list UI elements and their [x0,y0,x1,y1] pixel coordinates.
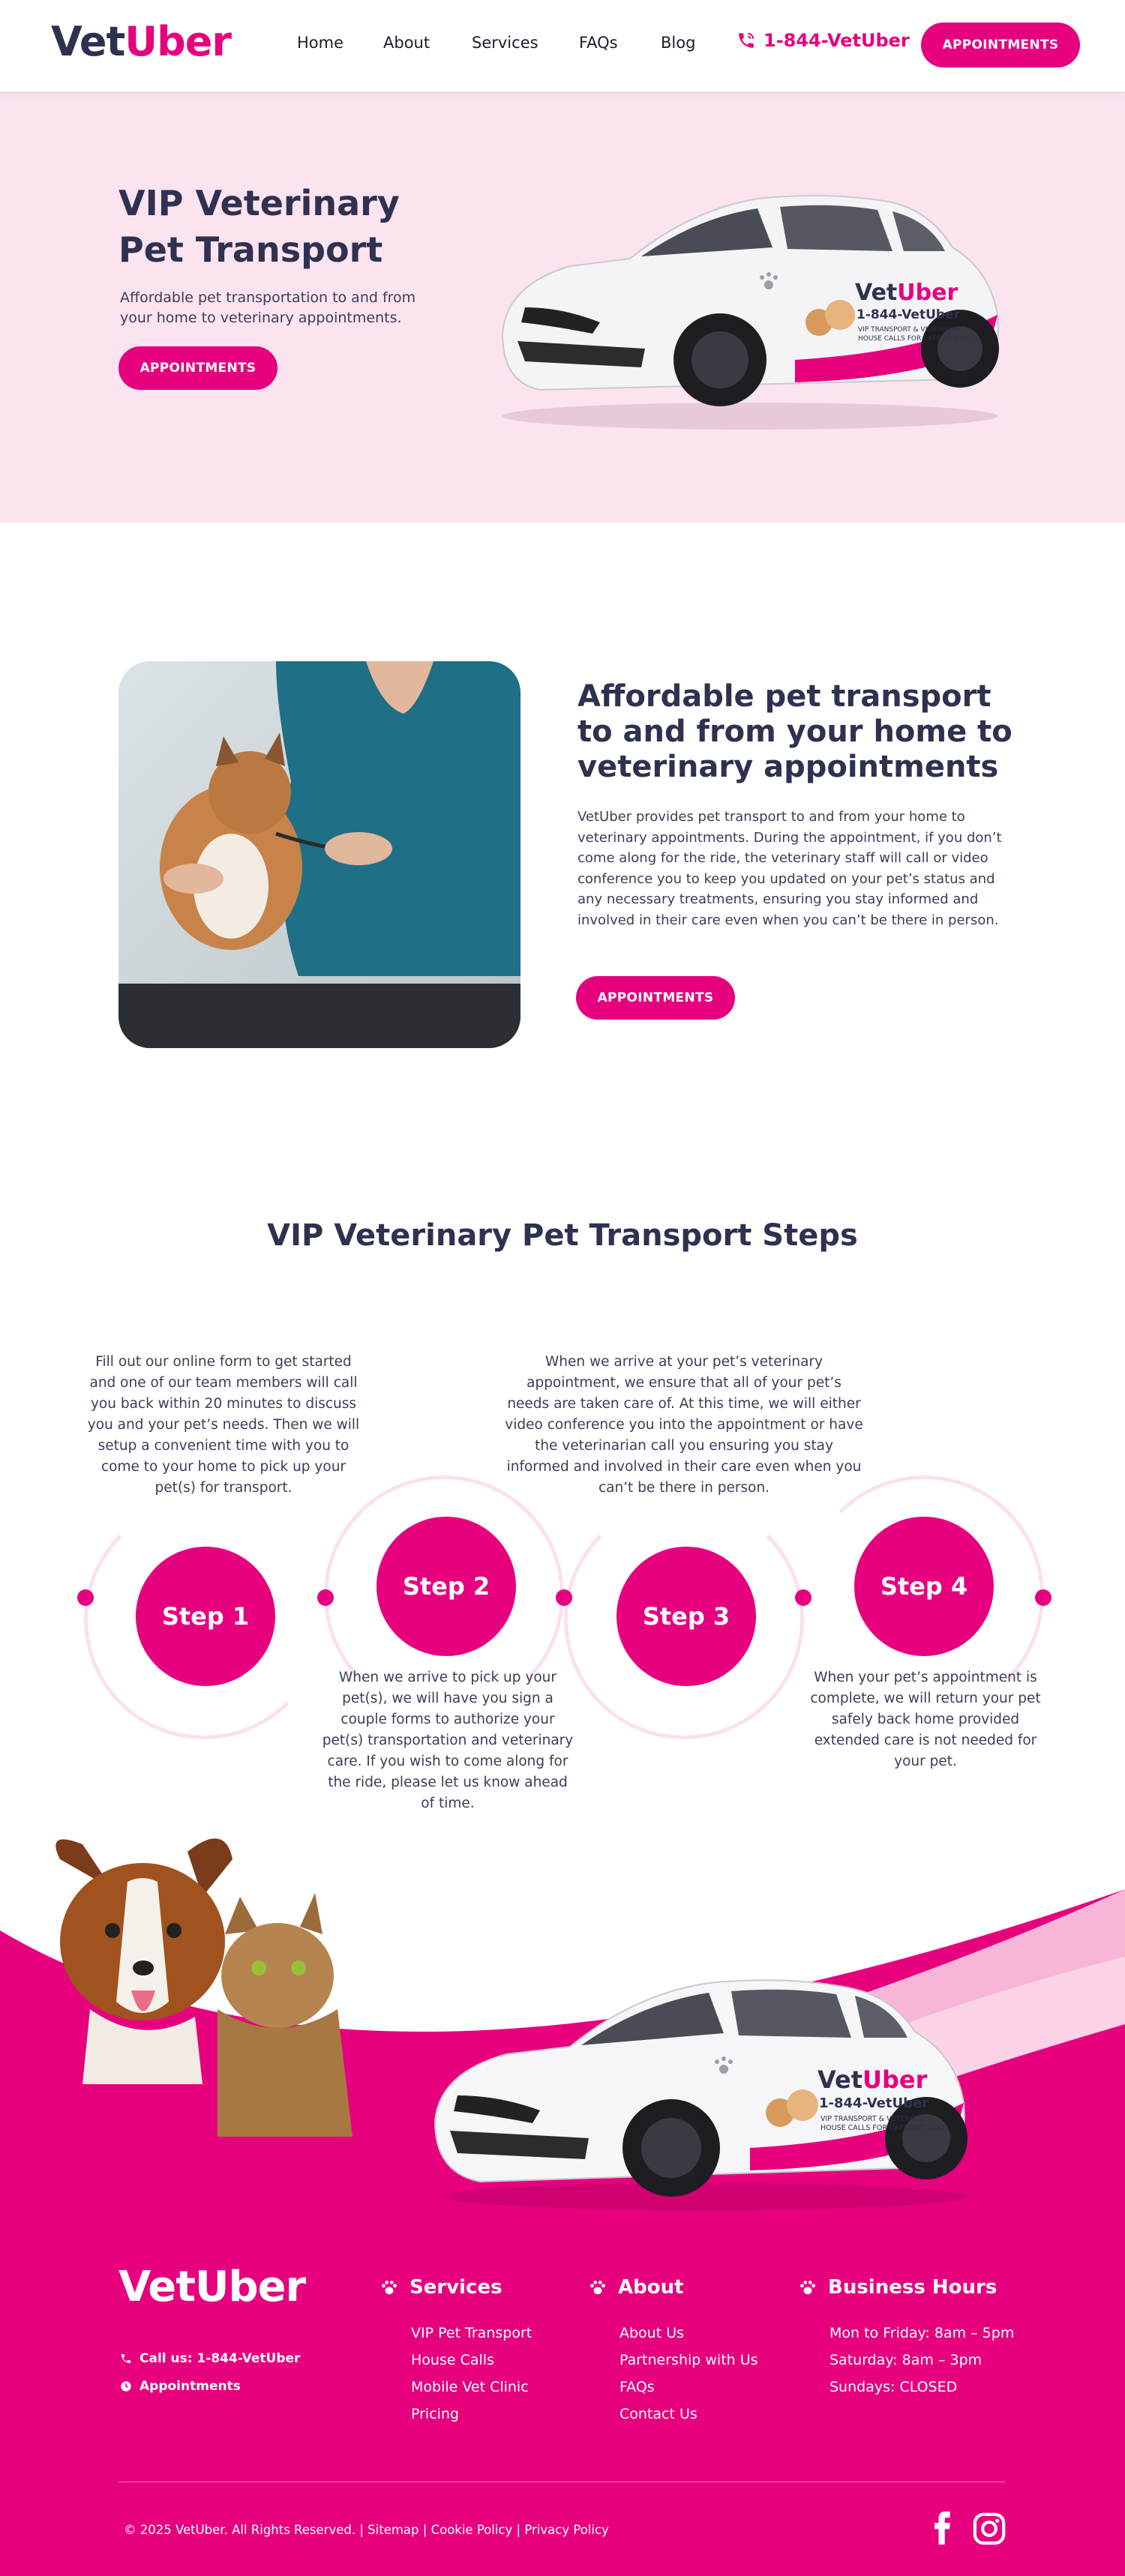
footer-hours-title: Business Hours [828,2276,998,2299]
logo-text-vet: Vet [51,18,125,65]
step-3-circle: Step 3 [616,1547,756,1686]
footer-hours-column [830,2276,1014,2401]
step-4-text: When your pet’s appointment is complete, we will return your pet safely back home provided extended care is not needed for your pet. [810,1670,1041,1769]
footer-about-heading [588,2276,758,2299]
hours-weekdays: Mon to Friday: 8am – 5pm [830,2325,1015,2341]
hours-saturday: Saturday: 8am – 3pm [830,2352,982,2368]
footer-link-vip-pet-transport[interactable]: VIP Pet Transport [411,2325,532,2341]
footer-link-faqs[interactable]: FAQs [620,2379,655,2395]
main-nav [297,34,706,52]
header-phone-link[interactable] [736,30,910,51]
nav-services[interactable]: Services [472,34,538,52]
footer-about-column [620,2276,758,2428]
footer-appointments-text: Appointments [140,2379,241,2394]
site-header [0,0,1125,91]
footer-services-title: Services [410,2276,502,2299]
footer-link-pricing[interactable]: Pricing [411,2406,460,2422]
car-decal-brand: VetUber [855,280,958,306]
paw-icon [588,2278,608,2297]
footer-link-about-us[interactable]: About Us [620,2325,685,2341]
phone-icon [120,2353,132,2365]
step-2-text: When we arrive to pick up your pet(s), we will have you sign a couple forms to authorize your pet(s) transportation and veterinary care. If you wish to come along for the ride, please let us know ahead of time. [322,1670,574,1811]
instagram-icon[interactable] [972,2512,1006,2546]
nav-home[interactable]: Home [297,34,344,52]
car-decal-phone: 1-844-VetUber [819,2095,929,2111]
phone-icon [736,31,756,50]
step-dot [77,1589,94,1606]
footer-link-house-calls[interactable]: House Calls [411,2352,494,2368]
hours-sunday: Sundays: CLOSED [830,2379,958,2395]
logo-text-uber: Uber [124,18,232,65]
car-decal-brand: VetUber [818,2065,928,2094]
hero-appointments-button[interactable]: APPOINTMENTS [118,346,278,390]
vet-with-cat-photo [118,661,520,1048]
step-1-circle: Step 1 [136,1547,275,1686]
footer-logo[interactable]: VetUber [118,2263,306,2311]
footer-link-sitemap[interactable]: Sitemap [368,2523,419,2537]
step-dot [556,1589,572,1606]
footer-appointments-link[interactable] [120,2379,241,2394]
step-dot [317,1589,334,1606]
car-decal-tagline-2: HOUSE CALLS FOR CATS AND DOGS [858,335,980,343]
footer-link-partnership[interactable]: Partnership with Us [620,2352,758,2368]
nav-faqs[interactable]: FAQs [579,34,618,52]
hero-section [0,91,1125,523]
about-title: Affordable pet transport to and from your home to veterinary appointments [578,679,1012,784]
footer-link-privacy-policy[interactable]: Privacy Policy [524,2523,609,2537]
hero-title: VIP Veterinary Pet Transport [118,183,400,270]
footer-services-heading [380,2276,532,2299]
footer-hours-heading [798,2276,1014,2299]
hero-subtitle: Affordable pet transportation to and from your home to veterinary appointments. [120,289,416,326]
vetuber-car-image [472,165,1028,439]
facebook-icon[interactable] [930,2512,956,2545]
footer-link-cookie-policy[interactable]: Cookie Policy [430,2523,513,2537]
paw-icon [798,2278,818,2297]
step-dot [795,1589,812,1606]
footer-about-title: About [618,2276,684,2299]
header-phone-number: 1-844-VetUber [764,30,910,51]
logo[interactable] [51,18,231,65]
footer-services-column [411,2276,532,2428]
step-2-circle: Step 2 [376,1517,516,1656]
nav-about[interactable]: About [383,34,430,52]
clock-icon [120,2380,132,2392]
footer-link-mobile-vet-clinic[interactable]: Mobile Vet Clinic [411,2379,529,2395]
paw-icon [380,2278,399,2297]
car-decal-tagline-1: VIP TRANSPORT & VETERINARY [820,2115,932,2123]
car-decal-tagline-1: VIP TRANSPORT & VETERINARY [858,326,963,334]
about-body: VetUber provides pet transport to and from your home to veterinary appointments. During the appointment, if you don’t come along for the ride, the veterinary staff will call or video conference you to keep you updated on your pet’s status and any necessary treatments, ensuring you stay informed and involved in their care even when you can’t be there in person. [578,809,1002,928]
footer-copyright-bar: © 2025 VetUber. All Rights Reserved. | Sitemap | Cookie Policy | Privacy Policy [124,2523,609,2537]
steps-title: VIP Veterinary Pet Transport Steps [267,1218,858,1253]
step-1-text: Fill out our online form to get started and one of our team members will call you back within 20 minutes to discuss you and your pet’s needs. Then we will setup a convenient time with you to come to your home to pick up your pet(s) for transport. [87,1354,360,1496]
about-appointments-button[interactable]: APPOINTMENTS [576,976,735,1020]
car-decal-phone: 1-844-VetUber [856,307,960,322]
footer-call-text: Call us: 1-844-VetUber [140,2351,301,2366]
step-4-circle: Step 4 [854,1517,994,1656]
step-3-text: When we arrive at your pet’s veterinary appointment, we ensure that all of your pet’s needs are taken care of. At this time, we will either video conference you into the appointment or have the veterinarian call you ensuring you stay informed and involved in their care even when you can’t be there in person. [505,1354,863,1496]
step-dot [1035,1589,1052,1606]
car-decal-tagline-2: HOUSE CALLS FOR CATS AND DOGS [820,2124,950,2132]
copyright-text: © 2025 VetUber. All Rights Reserved. [124,2523,356,2537]
footer-call-link[interactable] [120,2351,300,2366]
header-appointments-button[interactable]: APPOINTMENTS [921,22,1080,67]
footer-banner-graphic [0,1829,1125,2576]
footer-link-contact-us[interactable]: Contact Us [620,2406,698,2422]
nav-blog[interactable]: Blog [661,34,696,52]
